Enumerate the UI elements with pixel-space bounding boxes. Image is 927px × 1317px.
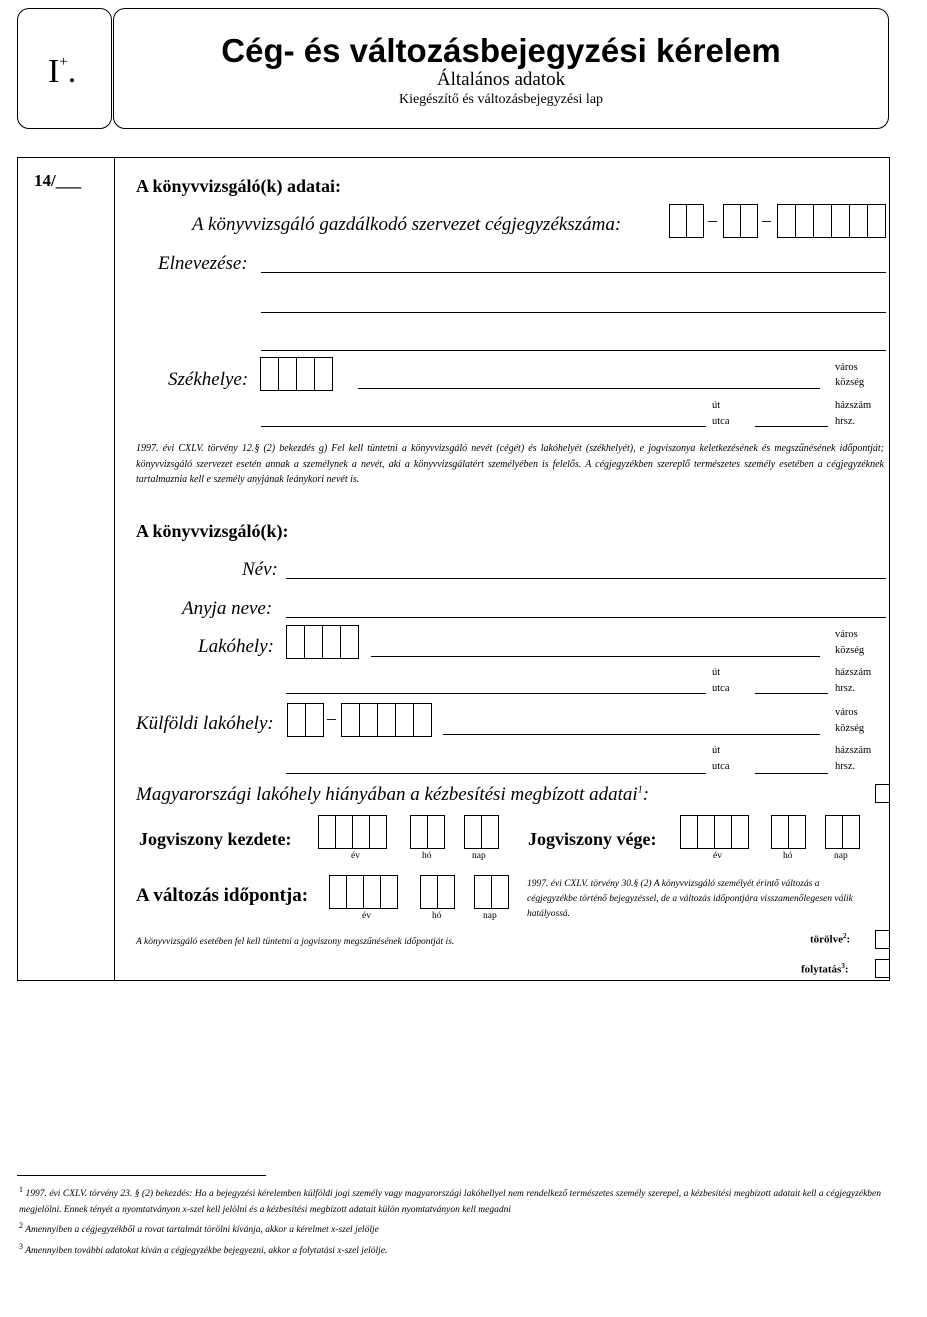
form-frame (17, 157, 890, 981)
residence-hrsz-label: hrsz. (835, 683, 856, 694)
end-day-boxes[interactable] (825, 815, 860, 849)
continue-sup: 3 (841, 962, 845, 970)
foreign-hrsz-label: hrsz. (835, 761, 856, 772)
residence-village-label: község (835, 645, 865, 656)
company-reg-number-boxes[interactable] (777, 204, 886, 238)
name-line-2[interactable] (261, 312, 886, 313)
start-month-label: hó (422, 851, 432, 861)
foreign-country-boxes[interactable] (287, 703, 324, 737)
start-day-label: nap (472, 851, 486, 861)
deleted-label: törölve (810, 933, 843, 946)
foreign-postcode-boxes[interactable] (341, 703, 432, 737)
footnote-3-number: 3 (19, 1241, 23, 1251)
name-line-1[interactable] (261, 272, 886, 273)
footnote-separator (17, 1175, 266, 1176)
deleted-checkbox[interactable] (875, 930, 890, 949)
agent-colon: : (642, 784, 650, 805)
footnote-1-number: 1 (19, 1185, 23, 1194)
foreign-street2-label: utca (712, 761, 730, 772)
change-year-label: év (362, 911, 371, 921)
legal-note-2: 1997. évi CXLV. törvény 30.§ (2) A könyvvizsgáló személyét érintő változás a cégjegyzékbe történő bejegyzéssel, de a változás időpontjára visszamenőlegesen válik hatályossá. (527, 879, 853, 919)
footnote-1: 1997. évi CXLV. törvény 23. § (2) bekezdés: Ha a bejegyzési kérelemben külföldi jogi személy vagy magyarországi lakóhellyel nem rendelkező természetes személy szerepel, a kézbesítési megbízott adatait kell a cégjegyzékben megjelölni. Ennek tényét a nyomtatványon x-szel kell jelölni és a kézbesítési megbízott adatait külön nyomtatványon kell megadni (19, 1189, 882, 1215)
seat-label: Székhelye: (168, 369, 249, 390)
residence-city-label: város (835, 629, 858, 640)
start-year-label: év (351, 851, 360, 861)
end-day-label: nap (834, 851, 848, 861)
agent-checkbox[interactable] (875, 784, 890, 803)
header-code-sup: + (59, 53, 68, 70)
person-name-line[interactable] (286, 578, 886, 579)
company-reg-form-boxes[interactable] (723, 204, 758, 238)
change-day-label: nap (483, 911, 497, 921)
end-date-label: Jogviszony vége: (528, 829, 657, 849)
change-month-boxes[interactable] (420, 875, 455, 909)
agent-label: Magyarországi lakóhely hiányában a kézbesítési megbízott adatai (136, 784, 638, 805)
residence-house-line[interactable] (755, 693, 828, 694)
company-reg-label: A könyvvizsgáló gazdálkodó szervezet cégjegyzékszáma: (192, 214, 622, 235)
change-date-label: A változás időpontja: (136, 885, 309, 906)
header-title-box (113, 8, 889, 129)
person-name-label: Név: (242, 559, 278, 580)
seat-house-label: házszám (835, 400, 872, 411)
seat-city-label: város (835, 362, 858, 373)
row-number: 14/___ (34, 171, 82, 190)
residence-street-label: út (712, 667, 721, 678)
residence-street2-label: utca (712, 683, 730, 694)
residence-house-label: házszám (835, 667, 872, 678)
start-date-label: Jogviszony kezdete: (139, 829, 292, 849)
change-month-label: hó (432, 911, 442, 921)
foreign-house-label: házszám (835, 745, 872, 756)
header-code: I (48, 53, 60, 90)
end-year-boxes[interactable] (680, 815, 749, 849)
foreign-city-line[interactable] (443, 734, 820, 735)
seat-hrsz-label: hrsz. (835, 416, 856, 427)
foreign-village-label: község (835, 723, 865, 734)
page-title: Cég- és változásbejegyzési kérelem (221, 32, 781, 69)
mother-name-line[interactable] (286, 617, 886, 618)
foreign-city-label: város (835, 707, 858, 718)
residence-street-line[interactable] (286, 693, 706, 694)
sheet-label: Kiegészítő és változásbejegyzési lap (398, 92, 604, 107)
change-year-boxes[interactable] (329, 875, 398, 909)
change-day-boxes[interactable] (474, 875, 509, 909)
start-month-boxes[interactable] (410, 815, 445, 849)
end-month-boxes[interactable] (771, 815, 806, 849)
foreign-street-label: út (712, 745, 721, 756)
end-year-label: év (713, 851, 722, 861)
section2-title: A könyvvizsgáló(k): (136, 521, 289, 541)
residence-label: Lakóhely: (198, 636, 274, 657)
seat-street-line[interactable] (261, 426, 706, 427)
legal-note-1: 1997. évi CXLV. törvény 12.§ (2) bekezdés g) Fel kell tüntetni a könyvvizsgáló nevét (cégét) és lakóhelyét (székhelyét), e jogviszonya keletkezésének és megszűnésének időpontját; könyvvizsgáló szervezet esetén annak a személynek a nevét, aki a könyvvizsgálatért személyében is felelős. A cégjegyzékben szereplő természetes személy esetében a cégjegyzéknek tartalmaznia kell e személy anyjának leánykori nevét is. (136, 443, 884, 485)
agent-sup: 1 (637, 784, 643, 796)
seat-street2-label: utca (712, 416, 730, 427)
residence-city-line[interactable] (371, 656, 820, 657)
header-code-box (17, 8, 112, 129)
seat-city-line[interactable] (358, 388, 820, 389)
seat-village-label: község (835, 377, 865, 388)
deleted-sup: 2 (842, 932, 847, 940)
foreign-street-line[interactable] (286, 773, 706, 774)
seat-street-label: út (712, 400, 721, 411)
seat-postcode-boxes[interactable] (260, 357, 333, 391)
page-subtitle: Általános adatok (436, 69, 566, 90)
footnote-3: Amennyiben további adatokat kíván a cégjegyzékbe bejegyezni, akkor a folytatási x-szel jelölje. (25, 1245, 388, 1256)
end-month-label: hó (783, 851, 793, 861)
row-number-divider (114, 157, 115, 981)
name-line-3[interactable] (261, 350, 886, 351)
residence-postcode-boxes[interactable] (286, 625, 359, 659)
legal-note-3: A könyvvizsgáló esetében fel kell tüntetni a jogviszony megszűnésének időpontját is. (136, 937, 455, 947)
mother-name-label: Anyja neve: (182, 598, 273, 619)
footnote-2: Amennyiben a cégjegyzékből a rovat tartalmát törölni kívánja, akkor a kérelmet x-szel jelölje (25, 1225, 379, 1236)
name-label: Elnevezése: (158, 253, 248, 274)
start-year-boxes[interactable] (318, 815, 387, 849)
start-day-boxes[interactable] (464, 815, 499, 849)
continue-checkbox[interactable] (875, 959, 890, 978)
foreign-residence-label: Külföldi lakóhely: (136, 713, 274, 734)
seat-house-line[interactable] (755, 426, 828, 427)
continue-label: folytatás (801, 963, 842, 976)
section1-title: A könyvvizsgáló(k) adatai: (136, 176, 342, 196)
footnote-2-number: 2 (19, 1221, 23, 1231)
company-reg-court-boxes[interactable] (669, 204, 704, 238)
foreign-house-line[interactable] (755, 773, 828, 774)
header-code-dot: . (67, 53, 77, 90)
